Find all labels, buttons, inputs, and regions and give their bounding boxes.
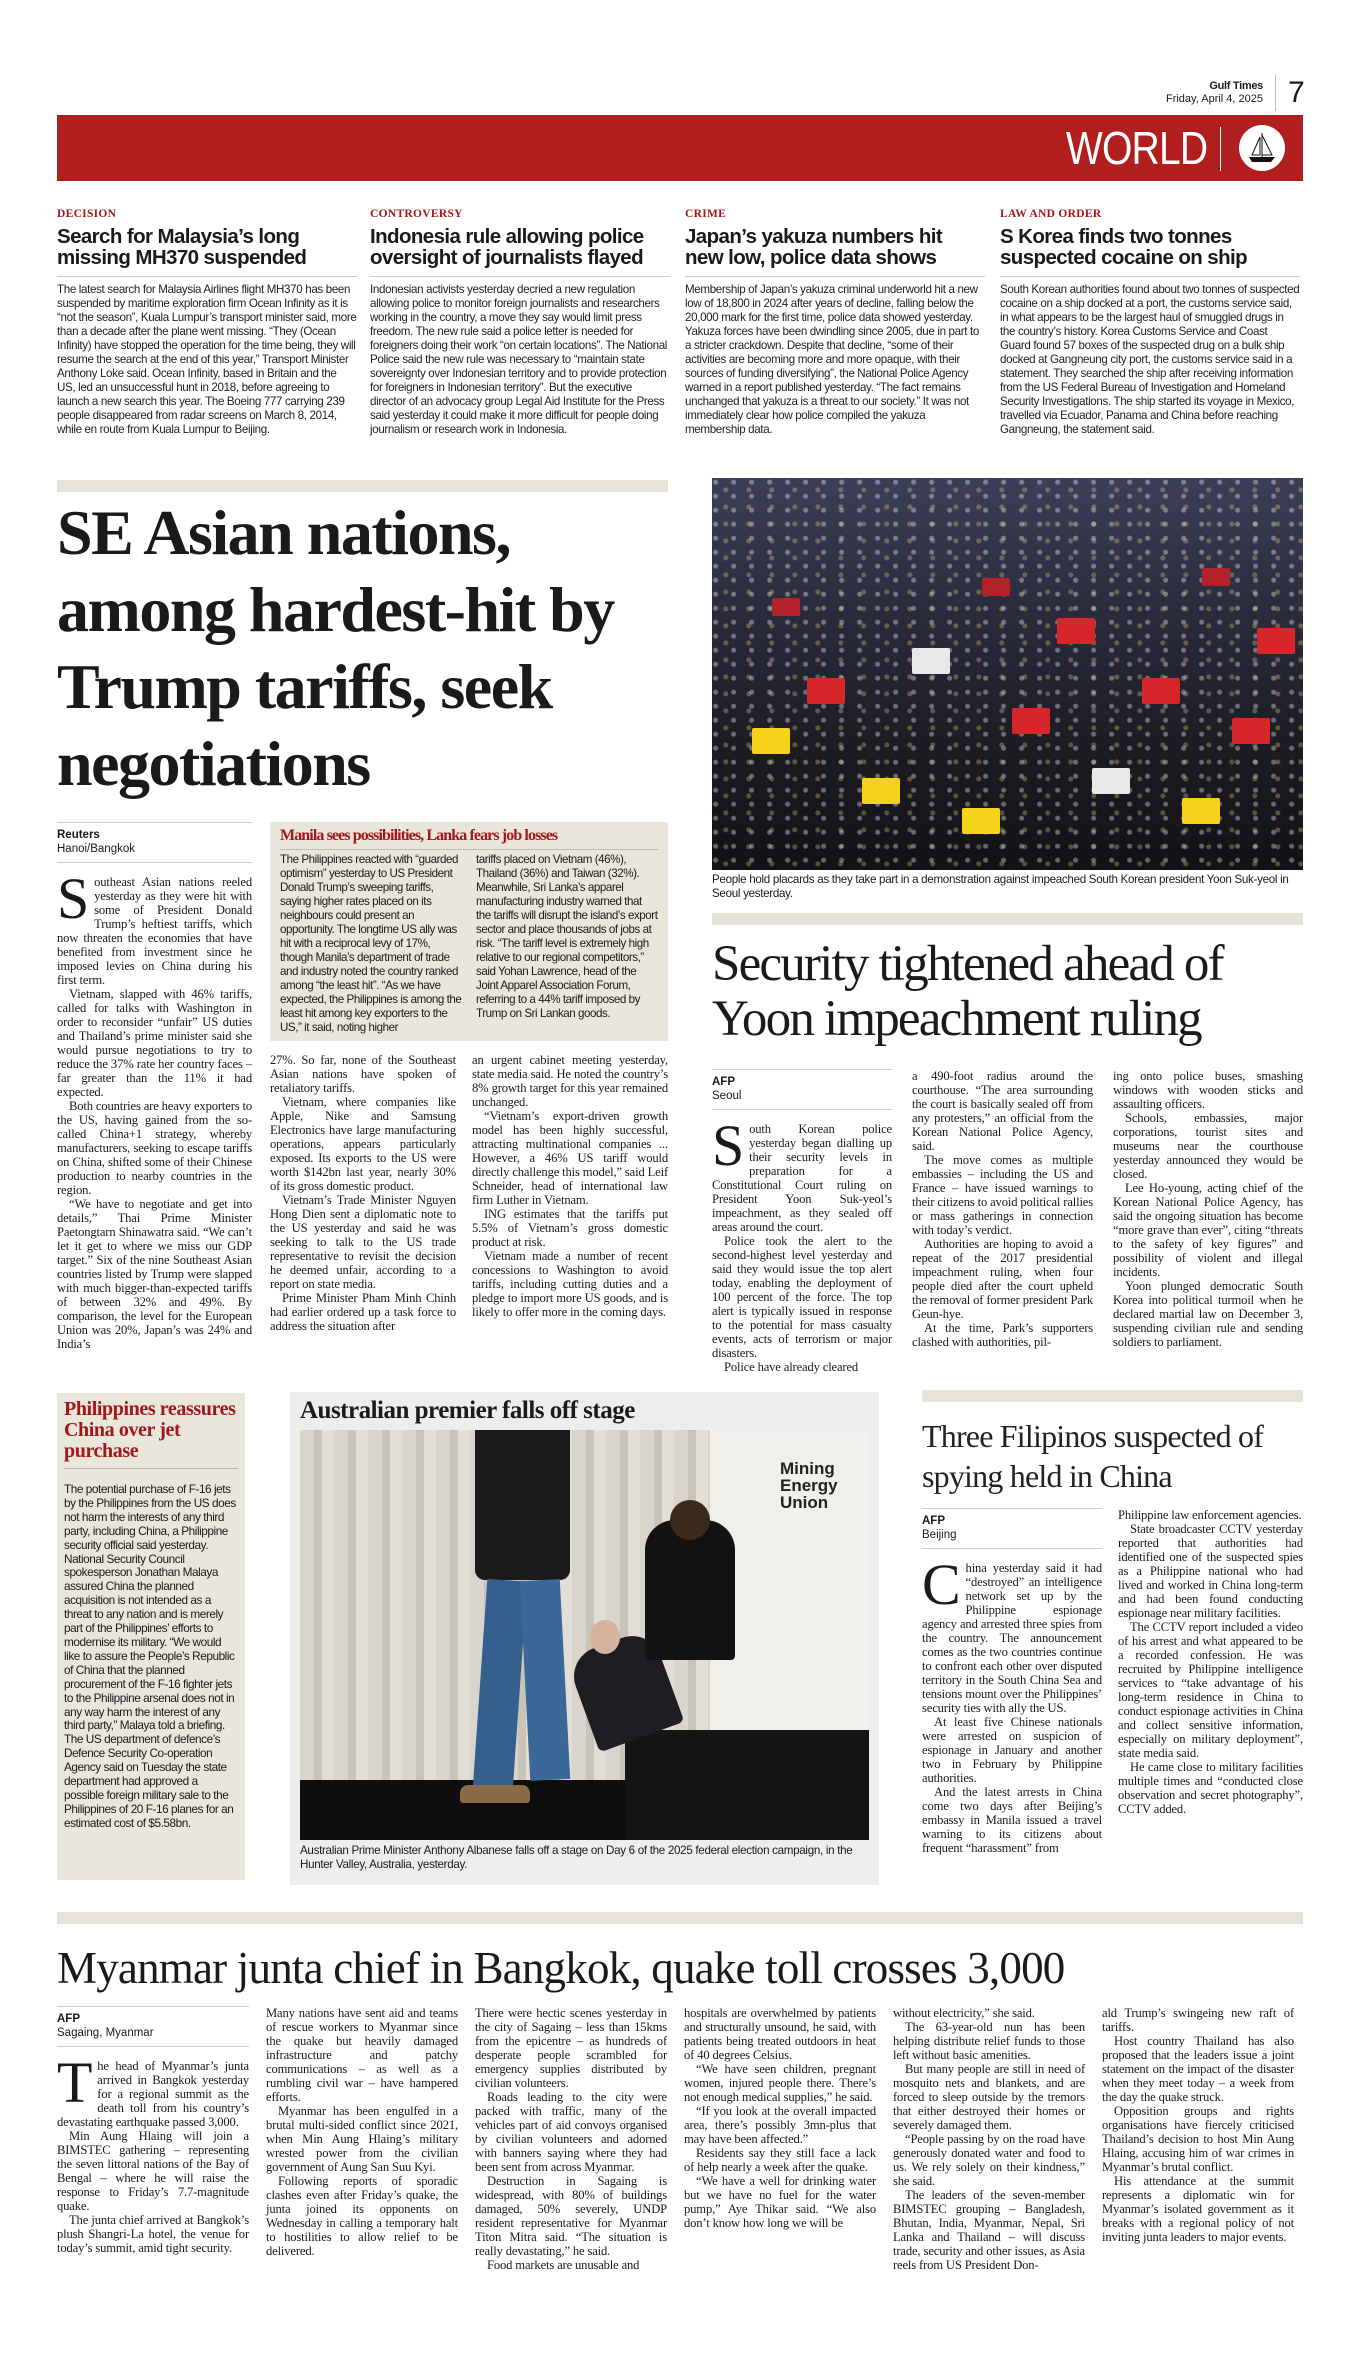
- paragraph: The Philippines reacted with “guarded optimism” yesterday to US President Donald Trump’s sweeping tariffs, saying higher rates placed on its neighbours could present an opportunity. The longtime US ally was hit with a reciprocal levy of 17%, though Manila’s department of trade and industry noted the country ranked among “the least hit”. “As we have expected, the Philippines is among the least hit among key exporters to the US,” it said, noting higher: [280, 853, 462, 1034]
- paragraph: Southeast Asian nations reeled yesterday as they were hit with some of President Donald Trump’s heftiest tariffs, which now threaten the economies that have benefited from investment since he imposed levies on China during his first term.: [57, 866, 252, 987]
- paragraph: Destruction in Sagaing is widespread, with 80% of buildings damaged, 50% severely, UNDP resident representative for Myanmar Titon Mitra said. “The situation is really devastating,” he said.: [475, 2174, 667, 2258]
- paragraph: Vietnam made a number of recent concessions to Washington to avoid tariffs, including cutting duties and a pledge to import more US goods, and is likely to offer more in the coming days.: [472, 1249, 668, 1319]
- paragraph: “Vietnam’s export-driven growth model has been highly successful, attracting multinational companies ... However, a 46% US tariff would directly challenge this model,” said Leif Schneider, head of international law firm Luther in Vietnam.: [472, 1109, 668, 1207]
- paragraph: Residents say they still face a lack of help nearly a week after the quake.: [684, 2146, 876, 2174]
- paragraph: The junta chief arrived at Bangkok’s plush Shangri-La hotel, the venue for today’s summit, amid tight security.: [57, 2213, 249, 2255]
- paragraph: “People passing by on the road have generously donated water and food to us. We rely solely on their kindness,” she said.: [893, 2132, 1085, 2188]
- tariffs-headline[interactable]: SE Asian nations, among hardest-hit by Trump tariffs, seek negotiations: [57, 497, 614, 799]
- byline-agency: AFP: [922, 1515, 945, 1527]
- paragraph: The CCTV report included a video of his arrest and what appeared to be a recorded confession. He was recruited by Philippine intelligence services to “take advantage of his long-term residence in China to conduct espionage activities in China and collect sensitive information, especially on military deployment”, state media said.: [1118, 1620, 1303, 1760]
- brief-kicker: CONTROVERSY: [370, 208, 463, 220]
- filipinos-story-column-2: [1118, 1508, 1303, 1816]
- section-divider: [57, 1912, 1303, 1924]
- byline-dateline: Seoul: [712, 1090, 742, 1102]
- paragraph: 27%. So far, none of the Southeast Asian nations have spoken of retaliatory tariffs.: [270, 1053, 456, 1095]
- korea-story-column-3: [1113, 1069, 1303, 1349]
- brief-indonesia: [370, 208, 670, 437]
- sidebar-headline: Manila sees possibilities, Lanka fears job losses: [280, 826, 658, 850]
- divider: [1220, 127, 1221, 171]
- byline-agency: AFP: [57, 2013, 80, 2025]
- tariffs-story-column-1: [57, 822, 252, 1351]
- paragraph: But many people are still in need of mosquito nets and blankets, and are forced to sleep outside by the tremors that either destroyed their homes or severely damaged them.: [893, 2062, 1085, 2132]
- section-title: WORLD: [1065, 122, 1207, 174]
- photo-caption: Australian Prime Minister Anthony Albanese falls off a stage on Day 6 of the 2025 federal election campaign, in the Hunter Valley, Australia, yesterday.: [300, 1844, 853, 1871]
- byline-agency: AFP: [712, 1076, 735, 1088]
- myanmar-story: [57, 1912, 1303, 2272]
- byline: [57, 822, 252, 863]
- story-text: [57, 866, 252, 1351]
- filipinos-story: [922, 1390, 1303, 1855]
- paragraph: Vietnam, slapped with 46% tariffs, called for talks with Washington in order to reconsider “unfair” US duties and Thailand’s prime minister said she would pursue negotiations to try to reduce the 37% rate her country faces – far greater than the 11% it had expected.: [57, 987, 252, 1099]
- paragraph: Both countries are heavy exporters to the US, having gained from the so-called China+1 strategy, whereby manufacturers, seeking to escape tariffs on China, shifted some of their Chinese production to nearby countries in the region.: [57, 1099, 252, 1197]
- brief-kicker: DECISION: [57, 208, 117, 220]
- paragraph: The 63-year-old nun has been helping distribute relief funds to those left without basic amenities.: [893, 2020, 1085, 2062]
- paragraph: The head of Myanmar’s junta arrived in Bangkok yesterday for a regional summit as the death toll from his country’s devastating earthquake passed 3,000.: [57, 2050, 249, 2129]
- paragraph: Lee Ho-young, acting chief of the Korean National Police Agency, has said the ongoing situation has become “more grave than ever”, citing “threats to the safety of key figures” and possibility of violent and illegal incidents.: [1113, 1181, 1303, 1279]
- union-banner-text: Mining Energy Union: [780, 1459, 838, 1512]
- seoul-protest-photo: [712, 478, 1303, 870]
- sidebar-text: The potential purchase of F-16 jets by the Philippines from the US does not harm the interests of any third party, including China, a Philippine security official said yesterday. National Security Council spokesperson Jonathan Malaya assured China the planned acquisition is not intended as a threat to any nation and is merely part of the Philippines’ efforts to modernise its military. “We would like to assure the People’s Republic of China that the planned procurement of the F-16 fighter jets to the Philippine arsenal does not in any way harm the interest of any third party,” Malaya told a briefing. The US department of defence’s Defence Security Co-operation Agency said on Tuesday the state department had approved a possible foreign military sale to the Philippines of 20 F-16 planes for an estimated cost of $5.58bn.: [64, 1482, 236, 1830]
- tariffs-story-column-2: [270, 1053, 456, 1333]
- sidebar-text: [476, 853, 658, 1021]
- paragraph: hospitals are overwhelmed by patients and structurally unsound, he said, with patients being treated outdoors in heat of 40 degrees Celsius.: [684, 2006, 876, 2062]
- brief-body: Indonesian activists yesterday decried a new regulation allowing police to monitor foreign journalists and researchers working in the country, a move they say would limit press freedom. The new rule said a police letter is needed for foreigners doing their work “on certain locations”. The National Police said the new rule was necessary to “maintain state sovereignty over Indonesian territory and to provide protection for foreigners in Indonesian territory”. But the executive director of an advocacy group Legal Aid Institute for the Press said yesterday it could make it more difficult for people doing journalism or research work in Indonesia.: [370, 283, 668, 436]
- paragraph: China yesterday said it had “destroyed” an intelligence network set up by the Philippine espionage agency and arrested three spies from the country. The announcement comes as the two countries continue to confront each other over disputed territory in the South China Sea and tensions mount over the Philippines’ security ties with ally the US.: [922, 1552, 1102, 1715]
- masthead-meta: [1166, 80, 1263, 106]
- paragraph: Vietnam, where companies like Apple, Nike and Samsung Electronics have large manufacturing operations, appears particularly exposed. Its exports to the US were worth $142bn last year, nearly 30% of its gross domestic product.: [270, 1095, 456, 1193]
- paper-name: Gulf Times: [1209, 80, 1263, 92]
- story-text: [922, 1552, 1102, 1855]
- tariffs-story: [57, 480, 668, 1351]
- paragraph: Many nations have sent aid and teams of rescue workers to Myanmar since the quake but heavily damaged infrastructure and patchy communications – as well as a rumbling civil war – have hampered efforts.: [266, 2006, 458, 2104]
- paragraph: without electricity,” she said.: [893, 2006, 1035, 2020]
- paragraph: “We have a well for drinking water but we have no fuel for the water pump,” Aye Thikar said. “We also don’t know how long we will be: [684, 2174, 876, 2230]
- paragraph: South Korean police yesterday began dialling up their security levels in preparation for a Constitutional Court ruling on President Yoon Suk-yeol’s impeachment, as they sealed off areas around the court.: [712, 1113, 892, 1234]
- myanmar-headline[interactable]: Myanmar junta chief in Bangkok, quake toll crosses 3,000: [57, 1943, 1065, 1993]
- tariffs-story-column-3: [472, 1053, 668, 1319]
- paragraph: ing onto police buses, smashing windows with wooden sticks and assaulting officers.: [1113, 1069, 1303, 1111]
- sidebar-text: [280, 853, 464, 1035]
- philippines-jets-sidebar: [57, 1393, 245, 1880]
- byline: [57, 2006, 249, 2047]
- paragraph: Myanmar has been engulfed in a brutal multi-sided conflict since 2021, when Min Aung Hlaing’s military wrested power from the civilian government of Aung San Suu Kyi.: [266, 2104, 458, 2174]
- korea-story-column-2: [912, 1069, 1093, 1349]
- brief-headline[interactable]: Japan’s yakuza numbers hit new low, police data shows: [685, 226, 985, 277]
- brief-cocaine: [1000, 208, 1300, 437]
- issue-date: Friday, April 4, 2025: [1165, 93, 1263, 105]
- section-divider: [712, 913, 1303, 925]
- paragraph: Philippine law enforcement agencies.: [1118, 1508, 1302, 1522]
- brief-body: Membership of Japan’s yakuza criminal underworld hit a new low of 18,800 in 2024 after years of decline, falling below the 20,000 mark for the first time, police data showed yesterday. Yakuza forces have been dwindling since 2005, due in part to a stricter crackdown. Despite that decline, “some of their activities are becoming more and more opaque, with their sources of funding diversifying”, the National Police Agency warned in a report published yesterday. “The fact remains unchanged that yakuza is a threat to our society.” It was not immediately clear how police compiled the yakuza membership data.: [685, 283, 979, 436]
- dhow-logo-icon: [1239, 125, 1285, 171]
- paragraph: Min Aung Hlaing will join a BIMSTEC gathering – representing the seven littoral nations of the Bay of Bengal – where he will raise the response to Friday’s 7.7-magnitude quake.: [57, 2129, 249, 2213]
- filipinos-headline[interactable]: Three Filipinos suspected of spying held in China: [922, 1418, 1264, 1494]
- paragraph: Roads leading to the city were packed with traffic, many of the vehicles part of aid convoys organised by civilian volunteers and adorned with banners saying where they had been sent from across Myanmar.: [475, 2090, 667, 2174]
- page-number: 7: [1275, 75, 1305, 111]
- sidebar-headline[interactable]: Philippines reassures China over jet purchase: [64, 1399, 238, 1469]
- paragraph: Following reports of sporadic clashes even after Friday’s quake, the junta joined its opponents on Wednesday in calling a temporary halt to hostilities to allow relief to be delivered.: [266, 2174, 458, 2258]
- tariffs-sidebar: [270, 822, 668, 1041]
- paragraph: Schools, embassies, major corporations, tourist sites and museums near the courthouse yesterday announced they would be closed.: [1113, 1111, 1303, 1181]
- brief-kicker: CRIME: [685, 208, 727, 220]
- myanmar-story-column-1: [57, 2006, 249, 2255]
- korea-story-column-1: [712, 1069, 892, 1374]
- paragraph: “If you look at the overall impacted area, there’s possibly 3mn-plus that may have been affected.”: [684, 2104, 876, 2146]
- korea-headline[interactable]: Security tightened ahead of Yoon impeachment ruling: [712, 936, 1223, 1047]
- tariffs-right-area: [270, 822, 668, 1333]
- byline-agency: Reuters: [57, 829, 100, 841]
- myanmar-story-column-6: [1102, 2006, 1294, 2244]
- story-text: [57, 2050, 249, 2255]
- brief-headline[interactable]: Search for Malaysia’s long missing MH370 suspended: [57, 226, 357, 277]
- paragraph: Yoon plunged democratic South Korea into political turmoil when he declared martial law on December 3, suspending civilian rule and sending soldiers to parliament.: [1113, 1279, 1303, 1349]
- brief-headline[interactable]: S Korea finds two tonnes suspected cocaine on ship: [1000, 226, 1300, 277]
- brief-body: South Korean authorities found about two tonnes of suspected cocaine on a ship docked at a port, the customs service said, in what appears to be the largest haul of smuggled drugs in the country’s history. Korea Customs Service and Coast Guard found 57 boxes of the suspected drug on a bulk ship docked at Gangneung city port, the customs service said in a statement. They searched the ship after receiving information from the US Federal Bureau of Investigation and Homeland Security Investigations. The ship started its voyage in Mexico, travelled via Ecuador, Panama and China before reaching Gangneung, the statement said.: [1000, 283, 1300, 436]
- myanmar-story-column-5: [893, 2006, 1085, 2272]
- paragraph: There were hectic scenes yesterday in the city of Sagaing – less than 15kms from the epicentre – as hundreds of desperate people scrambled for emergency supplies distributed by civilian volunteers.: [475, 2006, 667, 2090]
- paragraph: His attendance at the summit represents a diplomatic win for Myanmar’s isolated government as it breaks with a regional policy of not inviting junta leaders to major events.: [1102, 2174, 1294, 2244]
- section-banner: [57, 115, 1303, 181]
- paragraph: State broadcaster CCTV yesterday reported that authorities had identified one of the suspected spies as a Philippine national who had lived and worked in China long-term and had been found conducting espionage near military facilities.: [1118, 1522, 1303, 1620]
- brief-headline[interactable]: Indonesia rule allowing police oversight of journalists flayed: [370, 226, 670, 277]
- paragraph: Food markets are unusable and: [487, 2258, 640, 2272]
- byline-dateline: Sagaing, Myanmar: [57, 2027, 154, 2039]
- brief-body: The latest search for Malaysia Airlines flight MH370 has been suspended by maritime exploration firm Ocean Infinity as it is “not the season”, Kuala Lumpur’s transport minister said, more than a decade after the plane went missing. “They (Ocean Infinity) have stopped the operation for the time being, they will resume the search at the end of this year,” Transport Minister Anthony Loke said. Ocean Infinity, based in Britain and the US, led an unsuccessful hunt in 2018, before agreeing to launch a new search this year. The Boeing 777 carrying 239 people disappeared from radar screens on March 8, 2014, while en route from Kuala Lumpur to Beijing.: [57, 283, 357, 436]
- paragraph: Vietnam’s Trade Minister Nguyen Hong Dien sent a diplomatic note to the US yesterday and said he was seeking to talk to the US trade representative to revisit the decision he deemed unfair, according to a report on state media.: [270, 1193, 456, 1291]
- paragraph: “We have seen children, pregnant women, injured people there. There’s not enough medical supplies,” he said.: [684, 2062, 876, 2104]
- byline-dateline: Hanoi/Bangkok: [57, 843, 135, 855]
- paragraph: tariffs placed on Vietnam (46%), Thailand (36%) and Taiwan (32%). Meanwhile, Sri Lanka’s apparel manufacturing industry warned that the tariffs will disrupt the island’s export sector and place thousands of jobs at risk. “The tariff level is extremely high relative to our regional competitors,” said Yohan Lawrence, head of the Joint Apparel Association Forum, referring to a 44% tariff imposed by Trump on Sri Lankan goods.: [476, 853, 658, 1020]
- paragraph: Host country Thailand has also proposed that the leaders issue a joint statement on the impact of the disaster when they meet today – a week from the day the quake struck.: [1102, 2034, 1294, 2104]
- filipinos-story-column-1: [922, 1508, 1102, 1855]
- story-text: [712, 1113, 892, 1374]
- paragraph: At the time, Park’s supporters clashed with authorities, pil-: [912, 1321, 1093, 1349]
- brief-mh370: [57, 208, 357, 437]
- section-divider: [922, 1390, 1303, 1402]
- section-divider: [57, 480, 668, 492]
- paragraph: ald Trump’s swingeing new raft of tariffs.: [1102, 2006, 1294, 2034]
- byline: [922, 1508, 1102, 1549]
- australia-photo-box: [290, 1392, 879, 1885]
- paragraph: Authorities are hoping to avoid a repeat of the 2017 presidential impeachment ruling, when four people died after the court upheld the removal of former president Park Geun-hye.: [912, 1237, 1093, 1321]
- brief-kicker: LAW AND ORDER: [1000, 208, 1102, 220]
- myanmar-story-column-3: [475, 2006, 667, 2272]
- albanese-fall-photo: [300, 1430, 869, 1840]
- byline-dateline: Beijing: [922, 1529, 957, 1541]
- photo-headline[interactable]: Australian premier falls off stage: [300, 1397, 635, 1424]
- paragraph: a 490-foot radius around the courthouse. “The area surrounding the court is basically sealed off from any protesters,” an official from the Korean National Police Agency, said.: [912, 1069, 1093, 1153]
- paragraph: an urgent cabinet meeting yesterday, state media said. He noted the country’s 8% growth target for this year remained unchanged.: [472, 1053, 668, 1109]
- korea-story: [712, 478, 1303, 1374]
- paragraph: The move comes as multiple embassies – including the US and France – have issued warnings to their citizens to avoid political rallies or mass gatherings in connection with today’s verdict.: [912, 1153, 1093, 1237]
- paragraph: “We have to negotiate and get into details,” Thai Prime Minister Paetongtarn Shinawatra said. “We can’t let it get to where we miss our GDP target.” Six of the nine Southeast Asian countries listed by Trump were slapped with much bigger-than-expected tariffs of between 32% and 49%. By comparison, the level for the European Union was 20%, Japan’s was 24% and India’s: [57, 1197, 252, 1351]
- paragraph: Opposition groups and rights organisations have fiercely criticised Thailand’s decision to host Min Aung Hlaing, accusing him of war crimes in Myanmar’s brutal conflict.: [1102, 2104, 1294, 2174]
- byline: [712, 1069, 892, 1110]
- paragraph: At least five Chinese nationals were arrested on suspicion of espionage in January and another two in February by Philippine authorities.: [922, 1715, 1102, 1785]
- paragraph: And the latest arrests in China come two days after Beijing’s embassy in Manila issued a travel warning to its citizens about frequent “harassment” from: [922, 1785, 1102, 1855]
- paragraph: Police took the alert to the second-highest level yesterday and said they would issue the top alert today, enabling the deployment of 100 percent of the force. The top alert is typically issued in response to the potential for mass casualty events, acts of terrorism or major disasters.: [712, 1234, 892, 1360]
- brief-yakuza: [685, 208, 985, 437]
- korea-photo-caption: People hold placards as they take part in a demonstration against impeached South Korean president Yoon Suk-yeol in Seoul yesterday.: [712, 873, 1289, 900]
- paragraph: Police have already cleared: [724, 1360, 859, 1374]
- paragraph: ING estimates that the tariffs put 5.5% of Vietnam’s gross domestic product at risk.: [472, 1207, 668, 1249]
- myanmar-story-column-4: [684, 2006, 876, 2230]
- myanmar-story-column-2: [266, 2006, 458, 2258]
- paragraph: Prime Minister Pham Minh Chinh had earlier ordered up a task force to address the situation after: [270, 1291, 456, 1333]
- paragraph: The leaders of the seven-member BIMSTEC grouping – Bangladesh, Bhutan, India, Myanmar, Nepal, Sri Lanka and Thailand – will discuss trade, security and other issues, as Asia reels from US President Don-: [893, 2188, 1085, 2272]
- paragraph: He came close to military facilities multiple times and “conducted close observation and secret photography”, CCTV added.: [1118, 1760, 1303, 1816]
